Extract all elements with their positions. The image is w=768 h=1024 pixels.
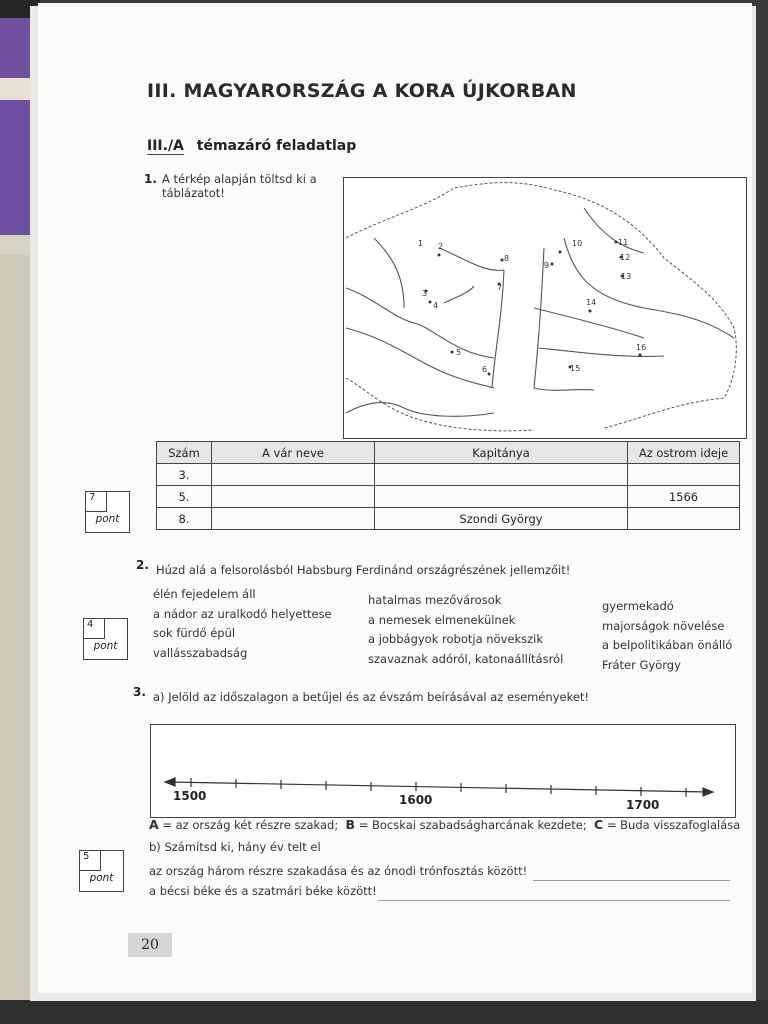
siege-date-cell[interactable] <box>628 464 740 486</box>
option-item[interactable]: a belpolitikában önálló <box>602 638 733 652</box>
option-item[interactable]: gyermekadó <box>602 599 674 613</box>
task2-number: 2. <box>136 558 149 572</box>
score-label: pont <box>93 640 118 652</box>
map-label: 3 <box>422 289 428 298</box>
task3-part-b: b) Számítsd ki, hány év telt el <box>149 840 321 854</box>
castle-name-cell[interactable] <box>212 508 375 530</box>
map-label: 14 <box>586 298 597 307</box>
siege-date-cell[interactable]: 1566 <box>628 486 740 508</box>
score-label: pont <box>95 513 120 525</box>
map-drawing <box>344 178 746 438</box>
task1-text: A térkép alapján töltsd ki a táblázatot! <box>162 172 317 200</box>
captain-cell[interactable] <box>375 464 628 486</box>
section-title <box>147 138 356 154</box>
timeline-label: 1700 <box>626 798 660 812</box>
chapter-title: III. MAGYARORSZÁG A KORA ÚJKORBAN <box>147 80 577 102</box>
row-number: 5. <box>157 486 212 508</box>
option-item[interactable]: a nemesek elmenekülnek <box>368 612 516 627</box>
event-letter: C <box>594 817 604 832</box>
map-label: 13 <box>621 272 632 281</box>
option-column-1 <box>153 585 332 663</box>
score-label: pont <box>89 872 114 884</box>
map-label: 7 <box>497 283 503 292</box>
page-number: 20 <box>128 933 172 957</box>
task2-text: Húzd alá a felsorolásból Habsburg Ferdinánd országrészének jellemzőit! <box>156 563 571 577</box>
option-item[interactable]: Fráter György <box>602 657 681 672</box>
map-label: 8 <box>504 254 510 263</box>
table-row <box>157 464 740 486</box>
option-item[interactable]: sok fürdő épül <box>153 626 236 640</box>
score-points: 5 <box>80 851 101 871</box>
table-header: Az ostrom ideje <box>628 442 740 464</box>
option-item[interactable]: a jobbágyok robotja növekszik <box>368 632 544 646</box>
task1-number: 1. <box>144 172 157 186</box>
map-label: 9 <box>544 261 550 270</box>
row-number: 3. <box>157 464 212 486</box>
map-label: 4 <box>433 301 439 310</box>
castle-table <box>156 441 740 530</box>
map-label: 16 <box>636 343 647 352</box>
score-points: 4 <box>84 619 105 639</box>
event-text: = Bocskai szabadságharcának kezdete; <box>358 818 587 832</box>
map-label: 11 <box>618 238 629 247</box>
option-item[interactable]: hatalmas mezővárosok <box>368 593 502 607</box>
map-label: 6 <box>482 365 488 374</box>
score-box <box>79 850 124 892</box>
map-label: 12 <box>620 253 631 262</box>
event-text: = az ország két részre szakad; <box>162 818 339 832</box>
map-label: 1 <box>418 239 424 248</box>
table-header-row <box>157 442 740 464</box>
event-letter: B <box>345 817 356 832</box>
option-item[interactable]: vallásszabadság <box>153 645 248 660</box>
siege-date-cell[interactable] <box>628 508 740 530</box>
task3-number: 3. <box>133 685 146 699</box>
score-points: 7 <box>86 492 107 512</box>
table-header: A vár neve <box>212 442 375 464</box>
castle-name-cell[interactable] <box>212 486 375 508</box>
section-name: témazáró feladatlap <box>196 138 357 154</box>
captain-cell[interactable]: Szondi György <box>375 508 628 530</box>
timeline-label: 1500 <box>173 789 207 803</box>
map-label: 15 <box>570 364 581 373</box>
option-item[interactable]: majorságok növelése <box>602 618 725 633</box>
castle-name-cell[interactable] <box>212 464 375 486</box>
event-text: = Buda visszafoglalása <box>606 818 741 832</box>
timeline-label: 1600 <box>399 793 433 807</box>
option-item[interactable]: szavaznak adóról, katonaállításról <box>368 651 564 666</box>
timeline-box <box>150 724 736 818</box>
table-header: Kapitánya <box>375 442 628 464</box>
task3-part-a: a) Jelöld az időszalagon a betűjel és az évszám beírásával az eseményeket! <box>153 690 590 704</box>
table-header: Szám <box>157 442 212 464</box>
score-box <box>85 491 130 533</box>
map-label: 5 <box>456 348 462 357</box>
scan-background <box>0 1000 768 1024</box>
map-label: 2 <box>438 242 444 251</box>
answer-line[interactable] <box>378 900 730 901</box>
option-column-2 <box>368 591 563 669</box>
score-box <box>83 618 128 660</box>
hungary-map <box>343 177 747 439</box>
table-row <box>157 508 740 530</box>
section-code: III./A <box>147 138 184 154</box>
event-letter: A <box>149 817 159 832</box>
option-item[interactable]: élén fejedelem áll <box>153 587 256 601</box>
event-legend <box>149 818 740 832</box>
calc-question: az ország három részre szakadása és az ónodi trónfosztás között! <box>149 864 528 878</box>
row-number: 8. <box>157 508 212 530</box>
calc-question: a bécsi béke és a szatmári béke között! <box>149 884 377 898</box>
table-row <box>157 486 740 508</box>
map-label: 10 <box>572 239 583 248</box>
option-column-3 <box>602 597 732 675</box>
option-item[interactable]: a nádor az uralkodó helyettese <box>153 606 332 621</box>
answer-line[interactable] <box>533 880 730 881</box>
captain-cell[interactable] <box>375 486 628 508</box>
